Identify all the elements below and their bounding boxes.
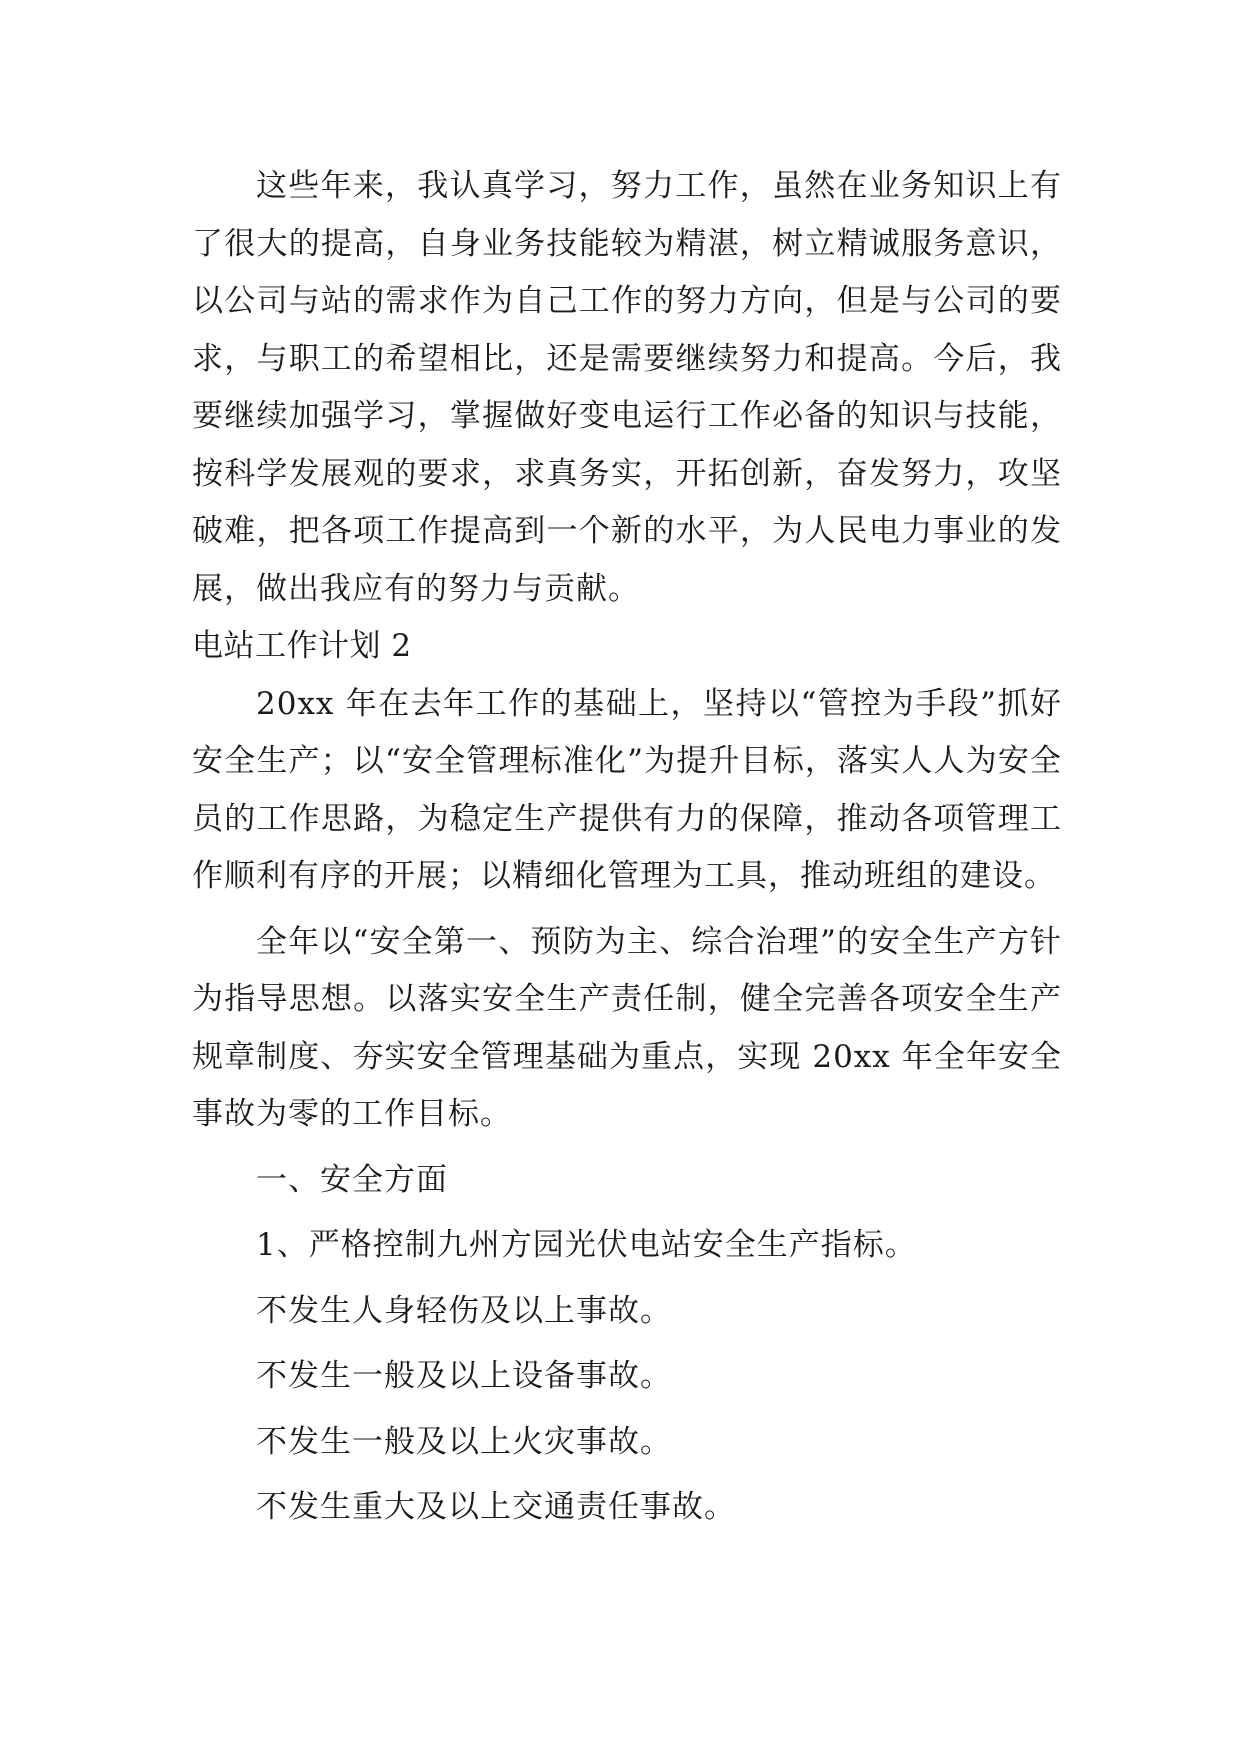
paragraph-plan-intro: 20xx 年在去年工作的基础上，坚持以“管控为手段”抓好安全生产；以“安全管理标准化”为提升目标，落实人人为安全员的工作思路，为稳定生产提供有力的保障，推动各项管理工作顺利有序的开展；以精细化管理为工具，推动班组的建设。 bbox=[192, 685, 1062, 894]
list-item-no-injury: 不发生人身轻伤及以上事故。 bbox=[256, 1292, 672, 1329]
subheading-safety: 一、安全方面 bbox=[256, 1161, 448, 1198]
list-item-no-equipment-accident: 不发生一般及以上设备事故。 bbox=[256, 1358, 672, 1394]
document-body bbox=[192, 158, 1062, 1537]
paragraph-guiding-policy: 全年以“安全第一、预防为主、综合治理”的安全生产方针为指导思想。以落实安全生产责任制，健全完善各项安全生产规章制度、夯实安全管理基础为重点，实现 20xx 年全年安全事故为零的工作目标。 bbox=[192, 923, 1062, 1132]
list-item-no-fire-accident: 不发生一般及以上火灾事故。 bbox=[256, 1423, 672, 1460]
list-item-safety-target: 1、严格控制九州方园光伏电站安全生产指标。 bbox=[256, 1227, 917, 1263]
list-item-no-traffic-accident: 不发生重大及以上交通责任事故。 bbox=[256, 1489, 736, 1525]
section-heading: 电站工作计划 2 bbox=[192, 628, 412, 664]
paragraph-summary: 这些年来，我认真学习，努力工作，虽然在业务知识上有了很大的提高，自身业务技能较为精湛，树立精诚服务意识，以公司与站的需求作为自己工作的努力方向，但是与公司的要求，与职工的希望相比，还是需要继续努力和提高。今后，我要继续加强学习，掌握做好变电运行工作必备的知识与技能，按科学发展观的要求，求真务实，开拓创新，奋发努力，攻坚破难，把各项工作提高到一个新的水平，为人民电力事业的发展，做出我应有的努力与贡献。 bbox=[192, 168, 1062, 607]
